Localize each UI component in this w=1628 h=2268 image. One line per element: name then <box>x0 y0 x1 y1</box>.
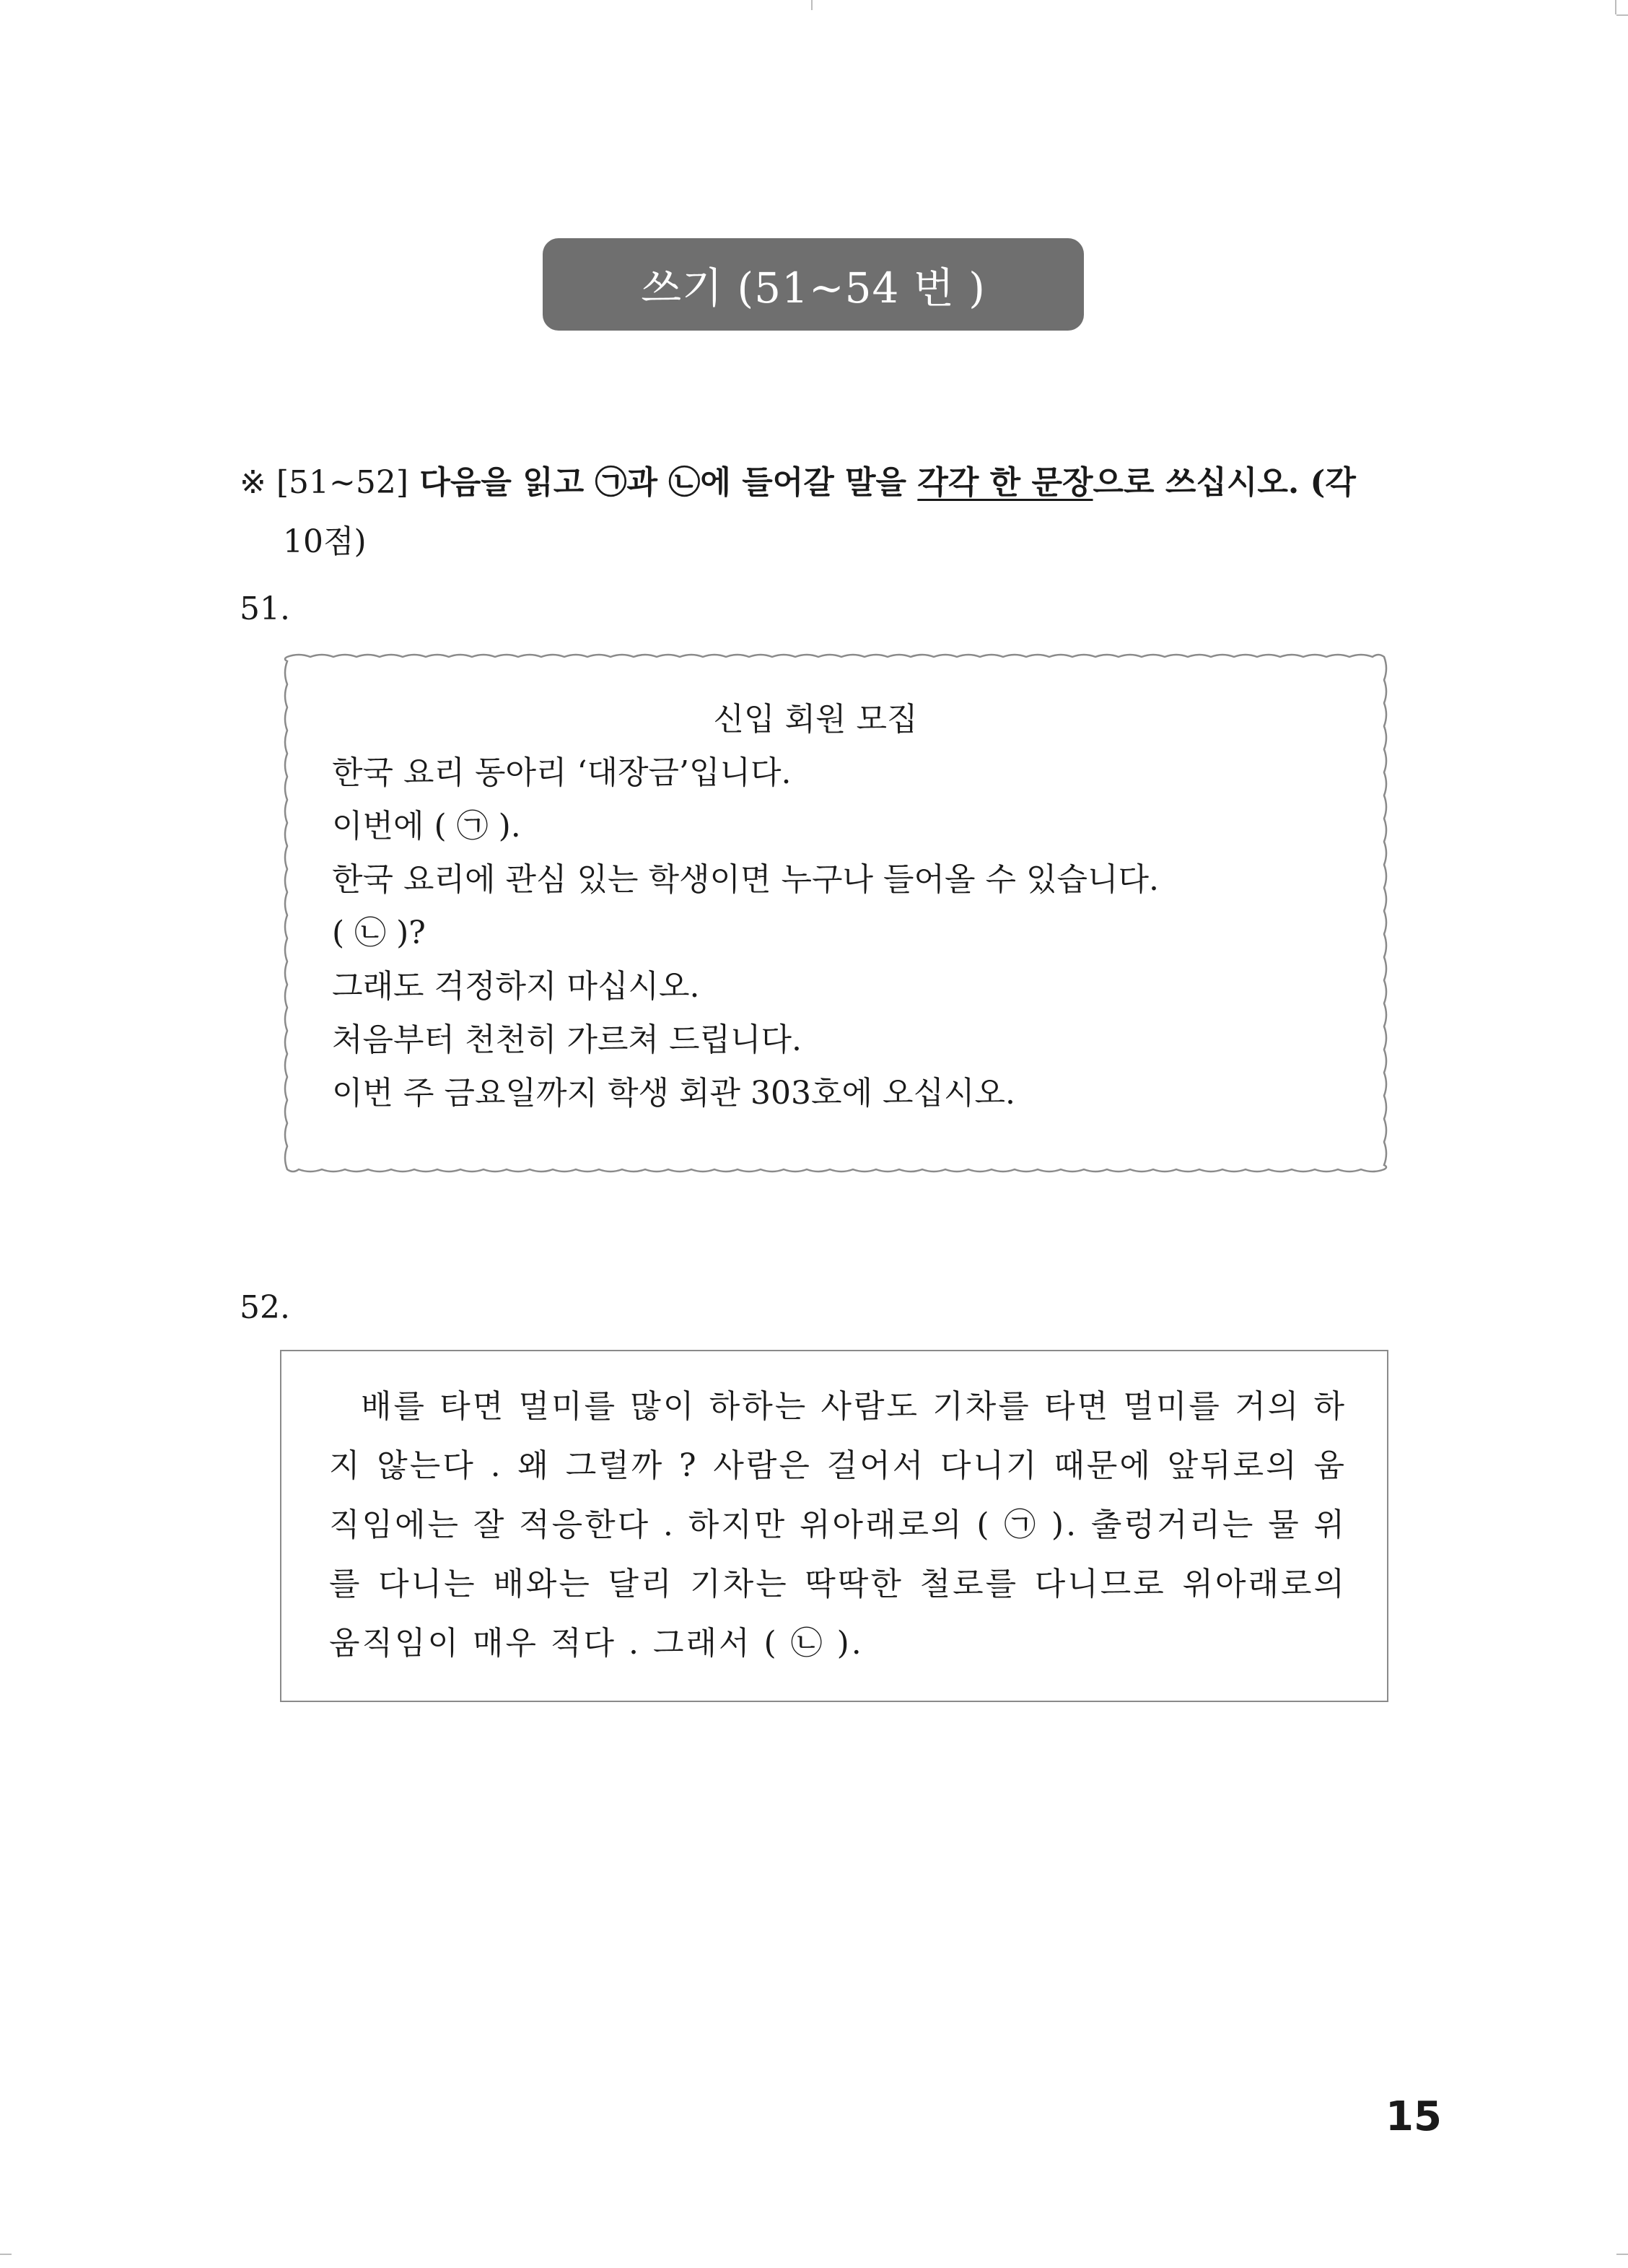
page-number: 15 <box>1386 2093 1442 2140</box>
instruction-underlined: 각각 한 문장 <box>917 464 1093 501</box>
instruction-text-a: 다음을 읽고 ㉠과 ㉡에 들어갈 말을 <box>419 464 907 501</box>
crop-mark <box>1616 2254 1628 2255</box>
crop-mark <box>1616 14 1628 16</box>
section-tab <box>543 238 1084 331</box>
reference-mark: ※ <box>240 464 266 501</box>
notice-line: 그래도 걱정하지 마십시오. <box>332 968 700 1005</box>
question-number-52: 52. <box>240 1289 290 1326</box>
instruction-points: 10점) <box>283 523 367 560</box>
notice-title: 신입 회원 모집 <box>713 701 918 738</box>
question-range: [51~52] <box>276 464 409 501</box>
question-51-content <box>332 693 1342 1120</box>
notice-line: 처음부터 천천히 가르쳐 드립니다. <box>332 1021 802 1058</box>
section-title: 쓰기 (51~54 번 ) <box>641 263 986 313</box>
question-52-paragraph: 배를 타면 멀미를 많이 하하는 사람도 기차를 타면 멀미를 거의 하지 않는다 . 왜 그럴까 ? 사람은 걸어서 다니기 때문에 앞뒤로의 움직임에는 잘 적응한다 . 하지만 위아래로의 ( ㉠ ). 출렁거리는 물 위를 다니는 배와는 달리 기차는 딱딱한 철로를 다니므로 위아래로의 움직임이 매우 적다 . 그래서 ( ㉡ ). <box>329 1388 1347 1662</box>
instruction-text-b: 으로 쓰십시오. (각 <box>1093 464 1356 501</box>
question-51-box <box>280 650 1391 1177</box>
notice-line: 이번에 ( ㉠ ). <box>332 808 521 845</box>
crop-mark <box>1615 0 1616 14</box>
question-52-box <box>280 1350 1388 1702</box>
instruction <box>240 453 1394 572</box>
notice-line: ( ㉡ )? <box>332 915 426 951</box>
notice-line: 이번 주 금요일까지 학생 회관 303호에 오십시오. <box>332 1075 1015 1112</box>
crop-mark <box>0 2254 12 2255</box>
notice-line: 한국 요리에 관심 있는 학생이면 누구나 들어올 수 있습니다. <box>332 861 1159 898</box>
notice-line: 한국 요리 동아리 ‘대장금’입니다. <box>332 754 792 791</box>
question-number-51: 51. <box>240 590 290 627</box>
crop-mark <box>811 0 813 10</box>
